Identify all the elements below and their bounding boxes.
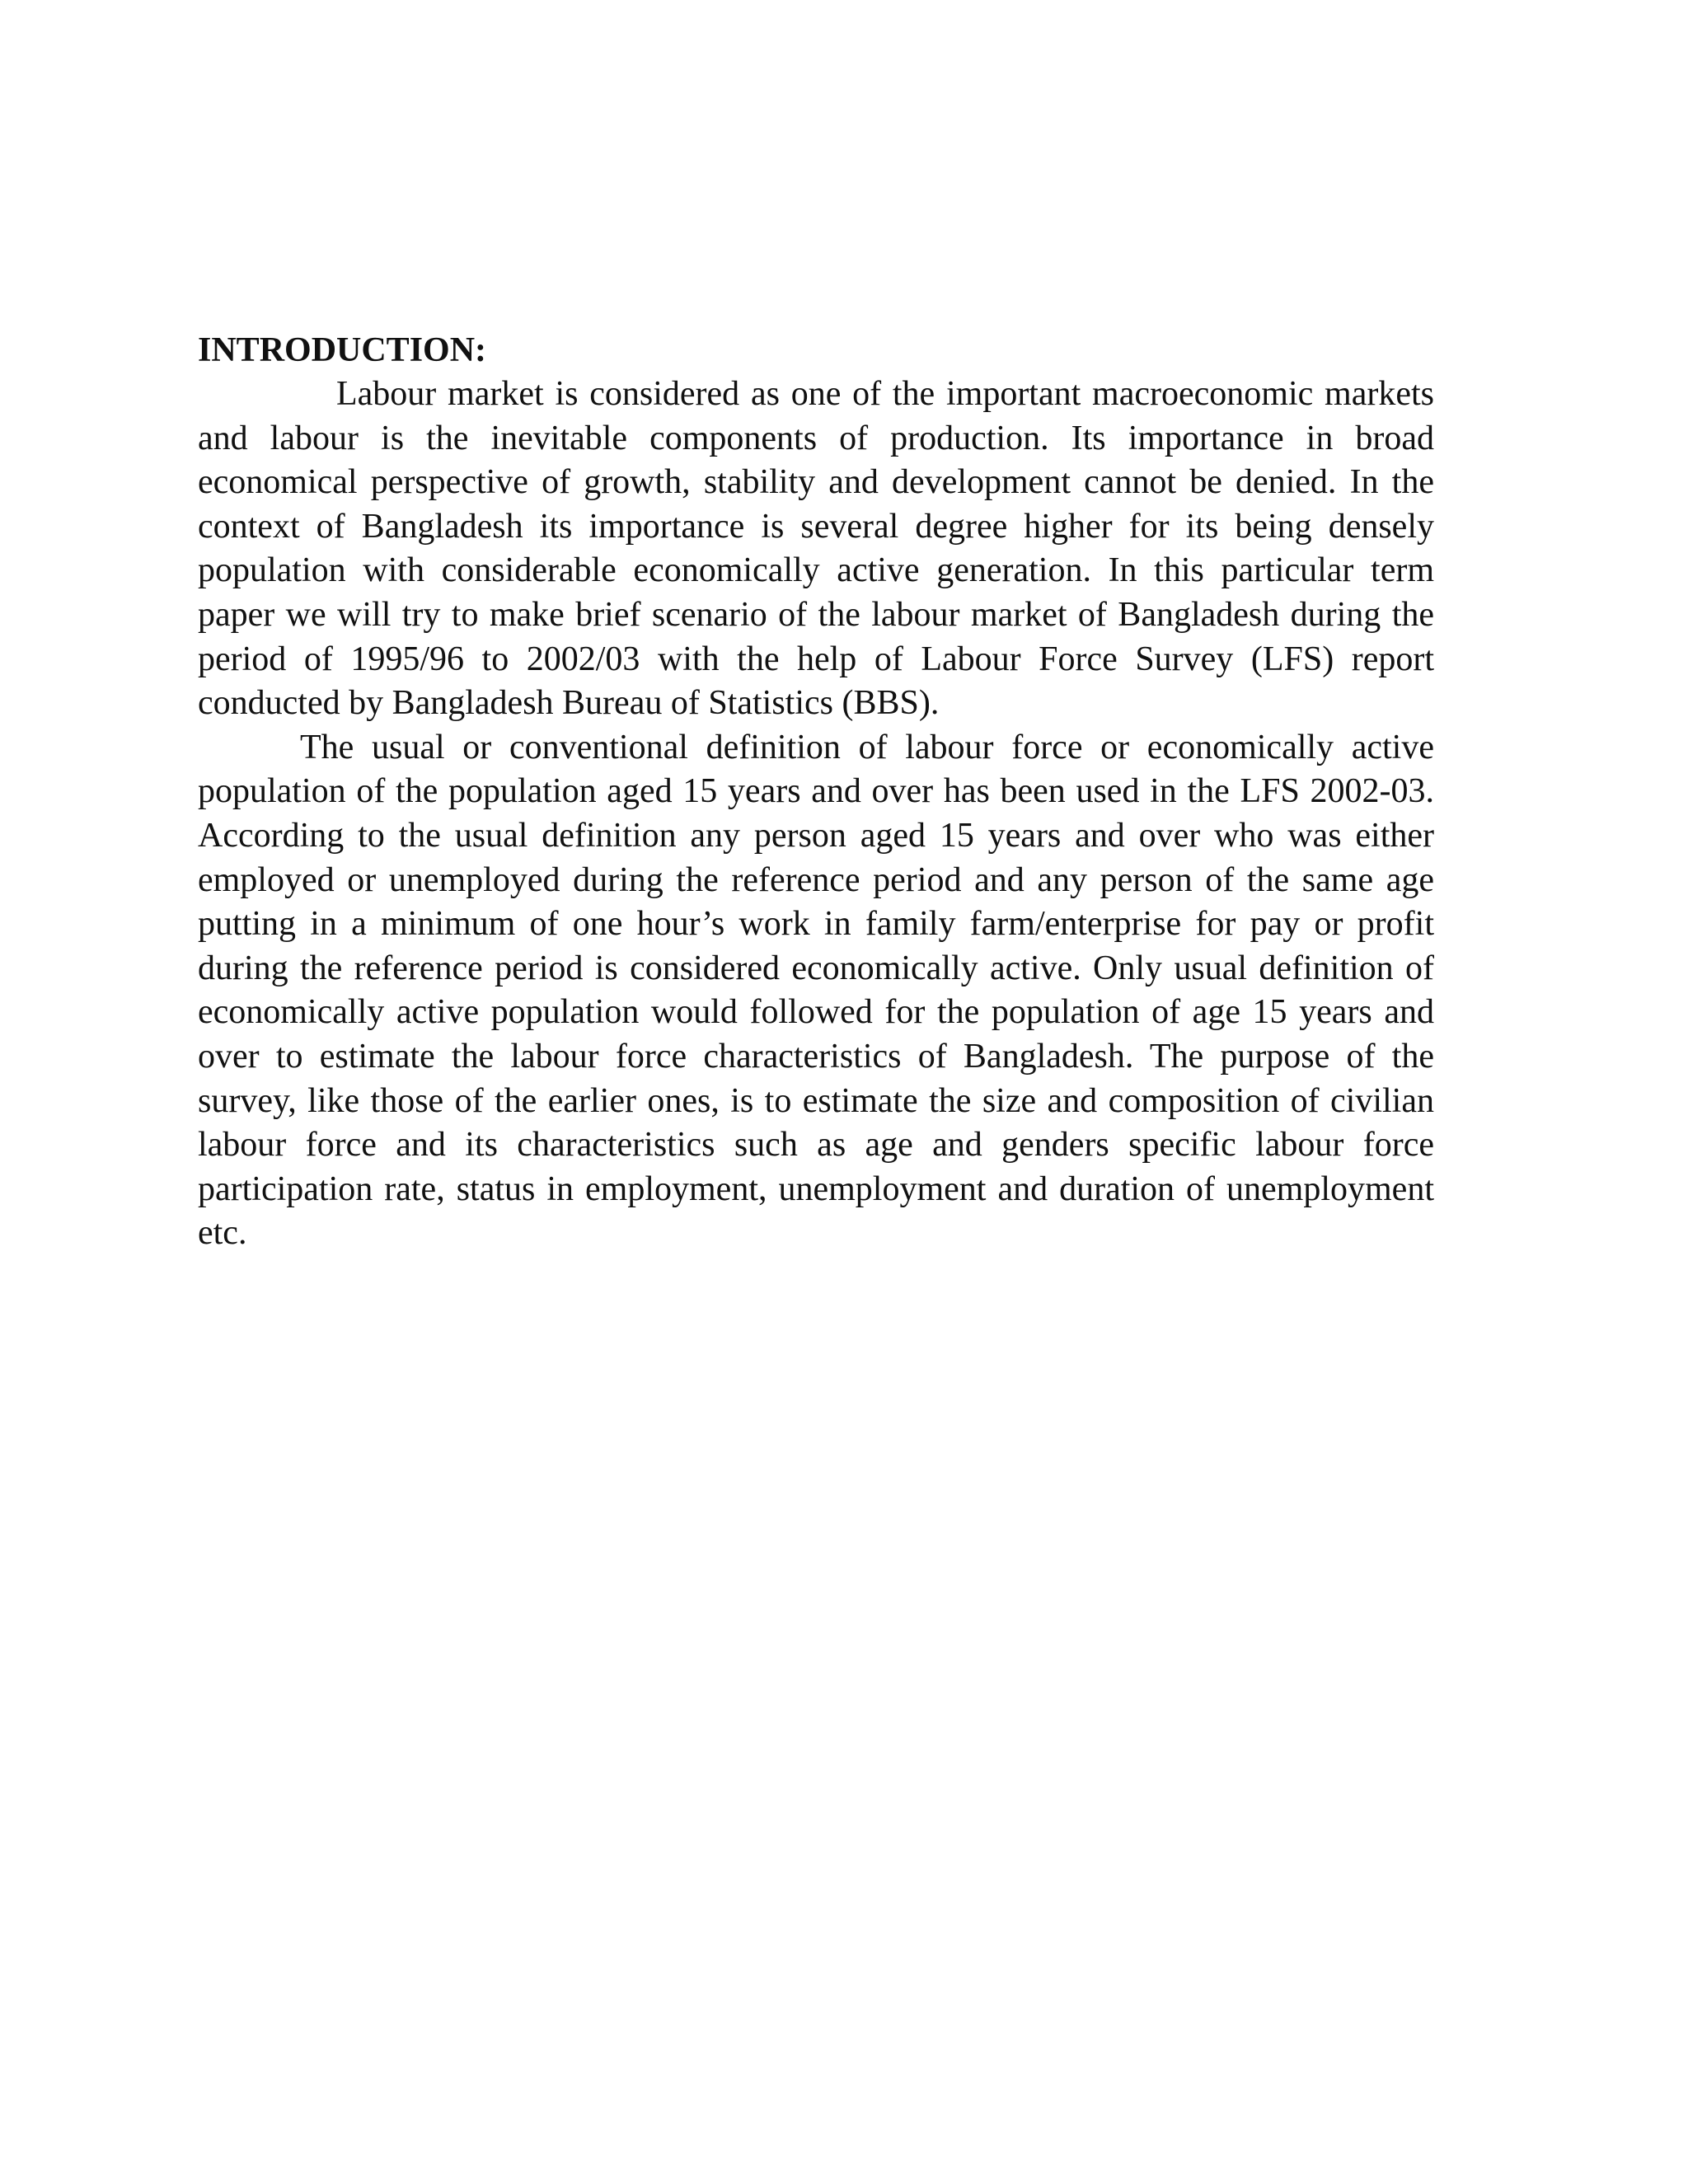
section-heading: INTRODUCTION: [198, 331, 487, 369]
paragraph-labour-force-definition: The usual or conventional definition of labour force or economically active population of the population aged 15 years and over has been used in the LFS 2002-03. According to the usual definition any person aged 15 years and over who was either employed or unemployed during the reference period and any person of the same age putting in a minimum of one hour’s work in family farm/enterprise for pay or profit during the reference period is considered economically active. Only usual definition of economically active population would followed for the population of age 15 years and over to estimate the labour force characteristics of Bangladesh. The purpose of the survey, like those of the earlier ones, is to estimate the size and composition of civilian labour force and its characteristics such as age and genders specific labour force participation rate, status in employment, unemployment and duration of unemployment etc. [198, 728, 1434, 1253]
paragraph-intro-labour-market: Labour market is considered as one of the important macroeconomic markets and labour is the inevitable components of production. Its importance in broad economical perspective of growth, stability and development cannot be denied. In the context of Bangladesh its importance is several degree higher for its being densely population with considerable economically active generation. In this particular term paper we will try to make brief scenario of the labour market of Bangladesh during the period of 1995/96 to 2002/03 with the help of Labour Force Survey (LFS) report conducted by Bangladesh Bureau of Statistics (BBS). [198, 375, 1434, 723]
document-body [198, 328, 1434, 1256]
